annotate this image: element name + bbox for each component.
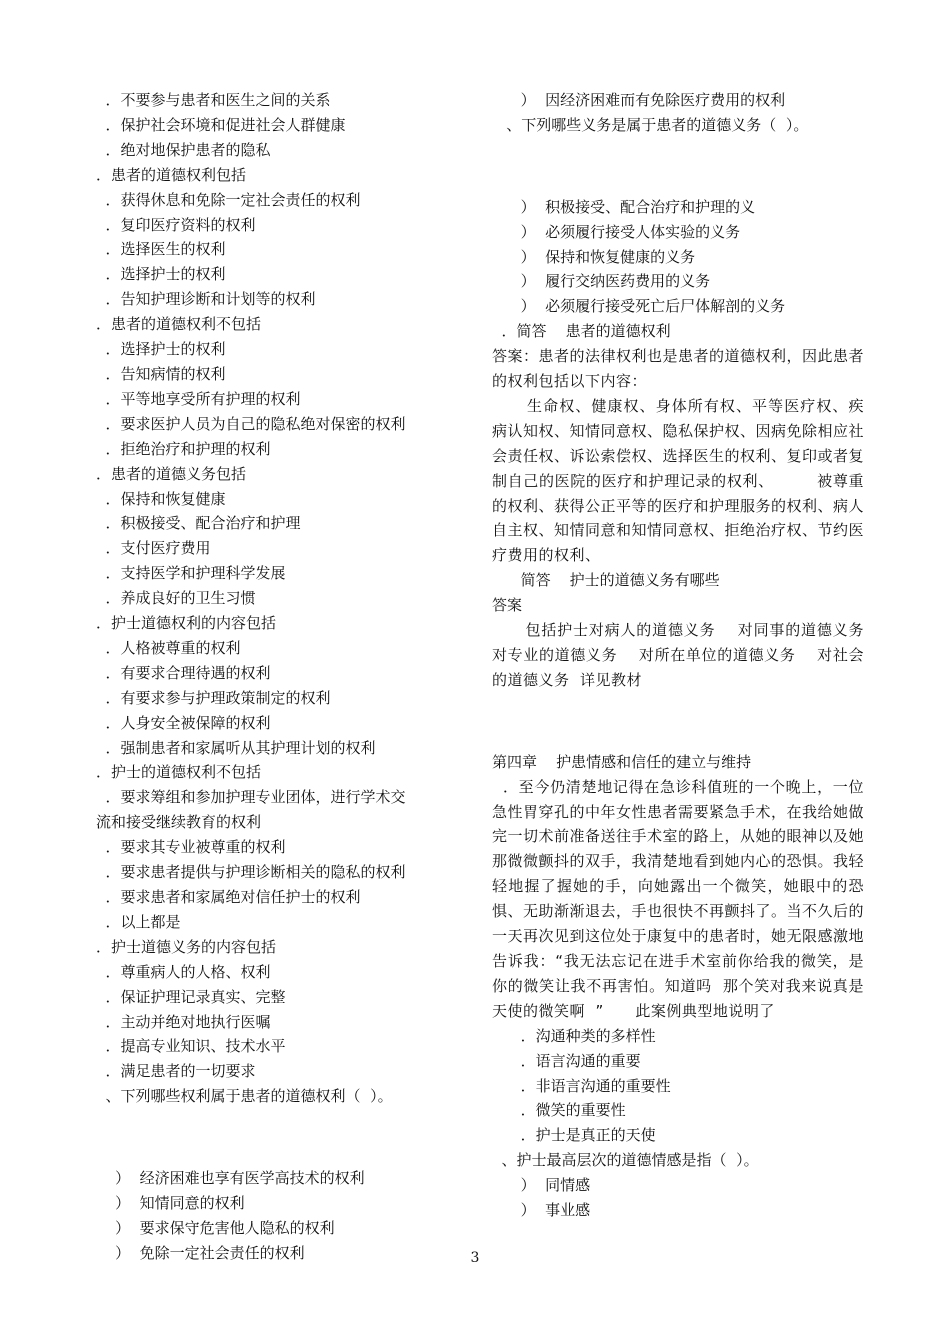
text-paragraph: 答案：患者的法律权利也是患者的道德权利，因此患者的权利包括以下内容：: [492, 347, 865, 391]
text-line: ） 积极接受、配合治疗和护理的义: [492, 197, 756, 216]
text-line: ．患者的道德权利不包括: [96, 315, 262, 334]
text-line: ．微笑的重要性: [492, 1101, 626, 1120]
text-line: ．有要求合理待遇的权利: [96, 663, 271, 682]
text-line: ） 必须履行接受人体实验的义务: [492, 222, 741, 241]
text-line: ．人格被尊重的权利: [96, 638, 241, 657]
text-line: ．护士是真正的天使: [492, 1126, 656, 1145]
text-line: ．支付医疗费用: [96, 539, 211, 558]
text-line: ．告知病情的权利: [96, 364, 226, 383]
text-line: ．要求患者和家属绝对信任护士的权利: [96, 888, 361, 906]
text-line: ） 保持和恢复健康的义务: [492, 247, 696, 266]
text-line: ．不要参与患者和医生之间的关系: [96, 91, 331, 109]
text-line: ．积极接受、配合治疗和护理: [96, 514, 301, 533]
text-line: ） 必须履行接受死亡后尸体解剖的义务: [492, 297, 786, 316]
text-line: ．有要求参与护理政策制定的权利: [96, 688, 331, 707]
text-line: ．选择医生的权利: [96, 240, 226, 259]
text-line: ．选择护士的权利: [96, 340, 226, 359]
text-line: ．平等地享受所有护理的权利: [96, 389, 301, 408]
text-line: ．非语言沟通的重要性: [492, 1076, 671, 1095]
text-line: ．沟通种类的多样性: [492, 1026, 656, 1045]
text-line: ．绝对地保护患者的隐私: [96, 140, 271, 159]
text-line: ．提高专业知识、技术水平: [96, 1037, 286, 1056]
text-line: 、护士最高层次的道德情感是指（ ）。: [492, 1151, 759, 1170]
text-line: ．护士道德权利的内容包括: [96, 614, 277, 633]
blank-line: [96, 1125, 468, 1150]
text-paragraph: 生命权、健康权、身体所有权、平等医疗权、疾病认知权、知情同意权、隐私保护权、因病免除相应社会责任权、诉讼索偿权、选择医生的权利、复印或者复制自己的医院的医疗和护理记录的权利、 被尊重的权利、获得公正平等的医疗和护理服务的权利、病人自主权、知情同意和知情同意权、拒绝治疗权、节约医疗费用的权利、: [492, 396, 865, 565]
text-line: ．以上都是: [96, 912, 181, 931]
text-line: ．患者的道德义务包括: [96, 464, 247, 483]
left-column: [96, 88, 468, 1266]
text-line: 第四章 护患情感和信任的建立与维持: [492, 752, 752, 771]
text-line: ．养成良好的卫生习惯: [96, 589, 256, 608]
text-line: ．护士道德义务的内容包括: [96, 937, 277, 956]
page-number: 3: [470, 1250, 480, 1266]
text-line: ） 因经济困难而有免除医疗费用的权利: [492, 91, 786, 109]
text-line: ） 履行交纳医药费用的义务: [492, 272, 711, 291]
text-line: ） 知情同意的权利: [96, 1193, 245, 1212]
text-line: ） 经济困难也享有医学高技术的权利: [96, 1169, 365, 1188]
text-line: ．满足患者的一切要求: [96, 1062, 256, 1081]
text-line: ．要求医护人员为自己的隐私绝对保密的权利: [96, 414, 406, 433]
text-line: 流和接受继续教育的权利: [96, 813, 262, 832]
text-line: ．保护社会环境和促进社会人群健康: [96, 115, 346, 134]
text-line: 、下列哪些权利属于患者的道德权利（ ）。: [96, 1087, 393, 1106]
text-line: ．人身安全被保障的权利: [96, 713, 271, 732]
text-line: ．要求其专业被尊重的权利: [96, 838, 286, 857]
text-line: ．强制患者和家属听从其护理计划的权利: [96, 738, 376, 757]
text-line: ．拒绝治疗和护理的权利: [96, 439, 271, 458]
text-line: ．语言沟通的重要: [492, 1051, 641, 1070]
text-line: ．保证护理记录真实、完整: [96, 987, 286, 1006]
text-line: 答案: [492, 596, 523, 615]
text-line: ．保持和恢复健康: [96, 489, 226, 508]
text-line: ．告知护理诊断和计划等的权利: [96, 290, 316, 309]
text-line: ．主动并绝对地执行医嘱: [96, 1012, 271, 1031]
text-line: ．选择护士的权利: [96, 265, 226, 284]
text-line: ．患者的道德权利包括: [96, 165, 247, 184]
right-column: [492, 88, 886, 1223]
text-line: ） 事业感: [492, 1201, 591, 1220]
text-line: 简答 护士的道德义务有哪些: [492, 571, 720, 590]
text-line: ．简答 患者的道德权利: [492, 322, 671, 341]
text-line: 、下列哪些义务是属于患者的道德义务（ ）。: [492, 115, 809, 134]
blank-line: [492, 709, 864, 734]
text-line: ．要求患者提供与护理诊断相关的隐私的权利: [96, 863, 406, 882]
text-line: ） 同情感: [492, 1176, 591, 1195]
text-line: ） 要求保守危害他人隐私的权利: [96, 1218, 335, 1237]
text-line: ．获得休息和免除一定社会责任的权利: [96, 190, 361, 209]
text-line: ．支持医学和护理科学发展: [96, 564, 286, 583]
text-line: ．尊重病人的人格、权利: [96, 962, 271, 981]
text-paragraph: 包括护士对病人的道德义务 对同事的道德义务 对专业的道德义务 对所在单位的道德义务 对社会的道德义务 详见教材: [492, 621, 886, 689]
text-line: ．护士的道德权利不包括: [96, 763, 262, 782]
blank-line: [492, 154, 864, 179]
text-line: ．要求筹组和参加护理专业团体，进行学术交: [96, 788, 406, 807]
text-line: ．复印医疗资料的权利: [96, 215, 256, 234]
text-line: ） 免除一定社会责任的权利: [96, 1243, 305, 1262]
text-paragraph: ．至今仍清楚地记得在急诊科值班的一个晚上，一位急性胃穿孔的中年女性患者需要紧急手术，在我给她做完一切术前准备送往手术室的路上，从她的眼神以及她那微微颤抖的双手，我清楚地看到她内心的恐惧。我轻轻地握了握她的手，向她露出一个微笑，她眼中的恐惧、无助渐渐退去，手也很快不再颤抖了。当不久后的一天再次见到这位处于康复中的患者时，她无限感激地告诉我：“我无法忘记在进手术室前你给我的微笑，是你的微笑让我不再害怕。知道吗 那个笑对我来说真是天使的微笑啊 ” 此案例典型地说明了: [492, 777, 865, 1020]
